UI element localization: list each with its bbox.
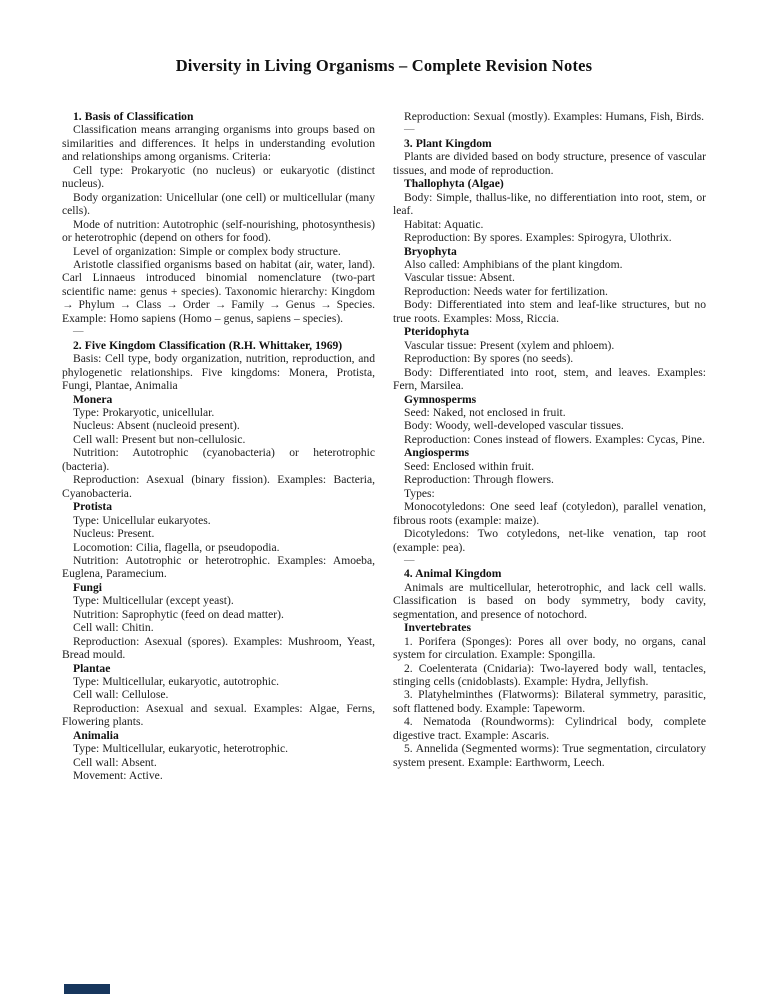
paragraph: Reproduction: Needs water for fertilization. bbox=[404, 284, 608, 298]
paragraph: Locomotion: Cilia, flagella, or pseudopodia. bbox=[73, 540, 280, 554]
paragraph: Reproduction: Asexual (binary fission). Examples: Bacteria, Cyanobacteria. bbox=[62, 473, 375, 500]
section-heading: 4. Animal Kingdom bbox=[404, 567, 502, 581]
paragraph: Vascular tissue: Absent. bbox=[404, 271, 515, 285]
paragraph: Cell type: Prokaryotic (no nucleus) or eukaryotic (distinct nucleus). bbox=[62, 163, 375, 191]
section-heading: 1. Basis of Classification bbox=[73, 110, 194, 123]
paragraph: 5. Annelida (Segmented worms): True segmentation, circulatory system present. Example: Earthworm, Leech. bbox=[393, 742, 706, 769]
paragraph: Classification means arranging organisms into groups based on similarities and differences. It helps in understanding evolution and relationships among organisms. Criteria: bbox=[62, 123, 375, 164]
section-heading: 2. Five Kingdom Classification (R.H. Whittaker, 1969) bbox=[73, 338, 343, 352]
separator-dash: — bbox=[404, 124, 415, 136]
paragraph: Type: Multicellular, eukaryotic, heterotrophic. bbox=[73, 742, 289, 756]
paragraph: Plants are divided based on body structure, presence of vascular tissues, and mode of reproduction. bbox=[393, 150, 706, 177]
paragraph: Seed: Enclosed within fruit. bbox=[404, 459, 535, 473]
paragraph: Habitat: Aquatic. bbox=[404, 217, 484, 231]
paragraph: 4. Nematoda (Roundworms): Cylindrical body, complete digestive tract. Example: Ascaris. bbox=[393, 715, 706, 742]
left-column bbox=[62, 110, 375, 783]
paragraph: Type: Multicellular (except yeast). bbox=[73, 594, 234, 608]
section-heading: 3. Plant Kingdom bbox=[404, 136, 492, 150]
subsection-heading: Angiosperms bbox=[404, 446, 470, 460]
paragraph: Aristotle classified organisms based on habitat (air, water, land). Carl Linnaeus introduced binomial nomenclature (two-part scientific name: genus + species). Taxonomic hierarchy: Kingdom → Phylum → Class → Order → Family → Genus → Species. Example: Homo sapiens (Homo – genus, sapiens – species). bbox=[62, 257, 375, 325]
paragraph: Cell wall: Present but non-cellulosic. bbox=[73, 432, 246, 446]
paragraph: Body: Simple, thallus-like, no differentiation into root, stem, or leaf. bbox=[393, 190, 706, 218]
page-title: Diversity in Living Organisms – Complete Revision Notes bbox=[175, 56, 593, 75]
paragraph: 1. Porifera (Sponges): Pores all over body, no organs, canal system for circulation. Example: Spongilla. bbox=[393, 634, 706, 662]
paragraph: Body: Woody, well-developed vascular tissues. bbox=[404, 419, 624, 433]
paragraph: Nucleus: Present. bbox=[73, 527, 155, 541]
right-column bbox=[393, 110, 706, 769]
paragraph: Movement: Active. bbox=[73, 769, 163, 783]
two-column-layout bbox=[0, 110, 768, 783]
paragraph: Nucleus: Absent (nucleoid present). bbox=[73, 419, 240, 433]
paragraph: Body: Differentiated into root, stem, and leaves. Examples: Fern, Marsilea. bbox=[393, 365, 706, 393]
subsection-heading: Gymnosperms bbox=[404, 392, 477, 406]
paragraph: Type: Multicellular, eukaryotic, autotrophic. bbox=[73, 675, 280, 689]
paragraph: Cell wall: Absent. bbox=[73, 755, 157, 769]
paragraph: Level of organization: Simple or complex body structure. bbox=[73, 244, 341, 258]
paragraph: Reproduction: Asexual (spores). Examples: Mushroom, Yeast, Bread mould. bbox=[62, 634, 375, 662]
paragraph: 2. Coelenterata (Cnidaria): Two-layered body wall, tentacles, stinging cells (cnidoblasts). Example: Hydra, Jellyfish. bbox=[393, 661, 706, 689]
subsection-heading: Plantae bbox=[73, 661, 111, 675]
paragraph: Reproduction: Through flowers. bbox=[404, 473, 554, 487]
footer-accent-bar bbox=[64, 984, 110, 994]
paragraph: Nutrition: Autotrophic or heterotrophic. Examples: Amoeba, Euglena, Paramecium. bbox=[62, 553, 375, 581]
subsection-heading: Fungi bbox=[73, 580, 102, 594]
subsection-heading: Protista bbox=[73, 500, 113, 514]
paragraph: Reproduction: By spores. Examples: Spirogyra, Ulothrix. bbox=[404, 231, 672, 245]
paragraph: Vascular tissue: Present (xylem and phloem). bbox=[404, 338, 615, 352]
paragraph: Also called: Amphibians of the plant kingdom. bbox=[404, 257, 623, 271]
paragraph: Cell wall: Chitin. bbox=[73, 621, 154, 635]
paragraph: Body organization: Unicellular (one cell) or multicellular (many cells). bbox=[62, 190, 375, 218]
subsection-heading: Bryophyta bbox=[404, 244, 457, 258]
paragraph: Mode of nutrition: Autotrophic (self-nourishing, photosynthesis) or heterotrophic (depend on others for food). bbox=[62, 217, 375, 245]
subsection-heading: Pteridophyta bbox=[404, 325, 470, 339]
paragraph: Basis: Cell type, body organization, nutrition, reproduction, and phylogenetic relationships. Five kingdoms: Monera, Protista, Fungi, Plantae, Animalia bbox=[62, 352, 375, 393]
paragraph: Dicotyledons: Two cotyledons, net-like venation, tap root (example: pea). bbox=[393, 527, 706, 554]
paragraph: Reproduction: Asexual and sexual. Examples: Algae, Ferns, Flowering plants. bbox=[62, 701, 375, 729]
paragraph: Reproduction: Sexual (mostly). Examples: Humans, Fish, Birds. bbox=[404, 110, 705, 123]
paragraph: Cell wall: Cellulose. bbox=[73, 688, 169, 702]
separator-dash: — bbox=[73, 326, 84, 338]
paragraph: Type: Unicellular eukaryotes. bbox=[73, 513, 211, 527]
paragraph: Type: Prokaryotic, unicellular. bbox=[73, 405, 215, 419]
paragraph: Animals are multicellular, heterotrophic, and lack cell walls. Classification is based on body symmetry, body cavity, segmentation, and presence of notochord. bbox=[393, 580, 706, 621]
paragraph: Seed: Naked, not enclosed in fruit. bbox=[404, 405, 566, 419]
paragraph: Nutrition: Saprophytic (feed on dead matter). bbox=[73, 607, 284, 621]
paragraph: Reproduction: By spores (no seeds). bbox=[404, 352, 574, 366]
paragraph: 3. Platyhelminthes (Flatworms): Bilateral symmetry, parasitic, soft flattened body. Example: Tapeworm. bbox=[393, 688, 706, 715]
subsection-heading: Invertebrates bbox=[404, 621, 471, 635]
paragraph: Reproduction: Cones instead of flowers. Examples: Cycas, Pine. bbox=[404, 432, 705, 446]
subsection-heading: Animalia bbox=[73, 728, 119, 742]
paragraph: Types: bbox=[404, 486, 435, 500]
paragraph: Body: Differentiated into stem and leaf-like structures, but no true roots. Examples: Moss, Riccia. bbox=[393, 298, 706, 325]
subsection-heading: Thallophyta (Algae) bbox=[404, 177, 504, 191]
paragraph: Nutrition: Autotrophic (cyanobacteria) or heterotrophic (bacteria). bbox=[62, 446, 375, 473]
separator-dash: — bbox=[404, 554, 415, 566]
subsection-heading: Monera bbox=[73, 392, 113, 406]
paragraph: Monocotyledons: One seed leaf (cotyledon), parallel venation, fibrous roots (example: maize). bbox=[393, 500, 706, 527]
